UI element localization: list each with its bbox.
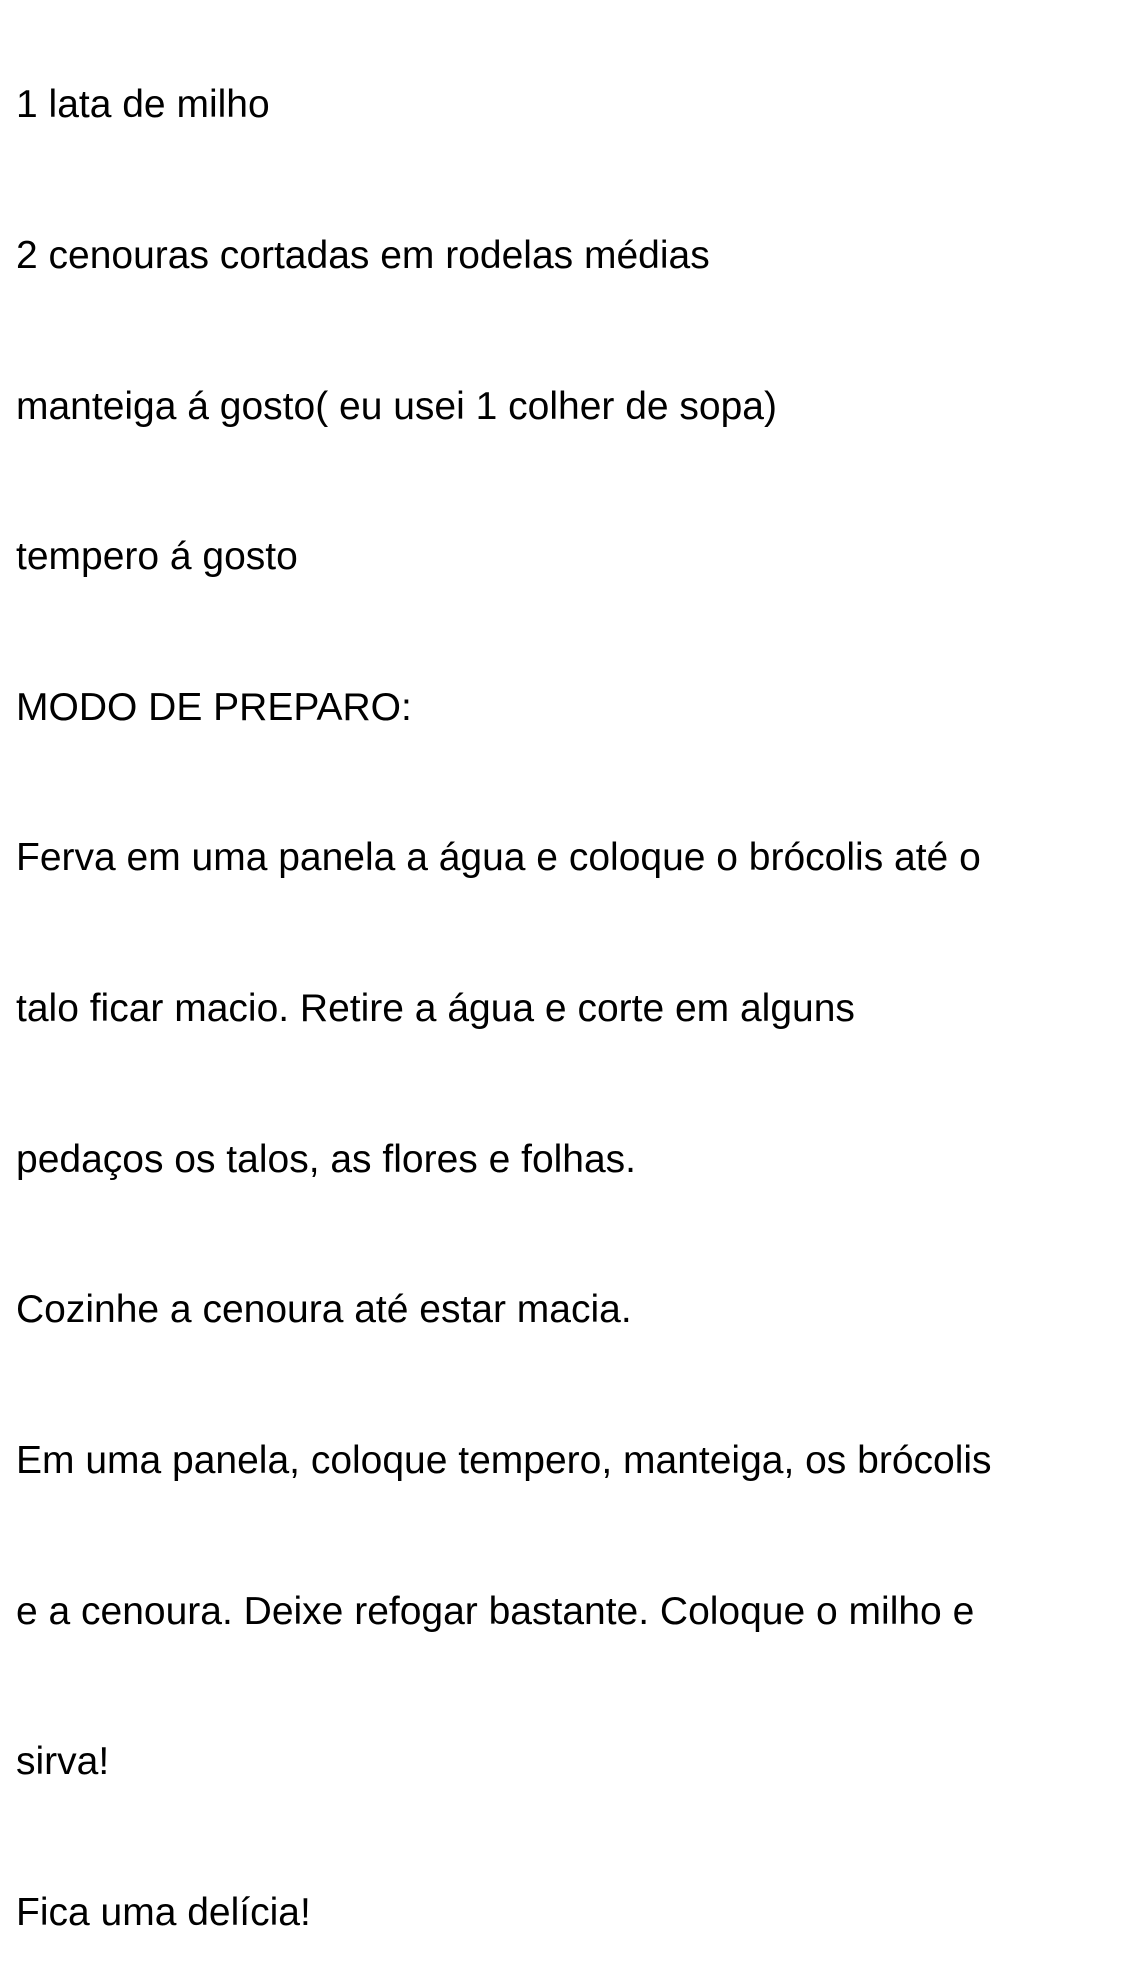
note-body[interactable] xyxy=(16,0,1111,1988)
section-heading: MODO DE PREPARO: xyxy=(16,685,412,729)
ingredient-line: manteiga á gosto( eu usei 1 colher de sopa) xyxy=(16,384,777,428)
instruction-line: talo ficar macio. Retire a água e corte em alguns xyxy=(16,987,855,1031)
closing-line: Fica uma delícia! xyxy=(16,1890,311,1934)
ingredient-line: 2 cenouras cortadas em rodelas médias xyxy=(16,234,710,278)
ingredient-line: 1 lata de milho xyxy=(16,83,270,127)
instruction-line: Em uma panela, coloque tempero, manteiga, os brócolis xyxy=(16,1438,992,1482)
ingredient-line: tempero á gosto xyxy=(16,535,298,579)
instruction-line: sirva! xyxy=(16,1740,110,1784)
instruction-line: Cozinhe a cenoura até estar macia. xyxy=(16,1288,632,1332)
instruction-line: e a cenoura. Deixe refogar bastante. Coloque o milho e xyxy=(16,1589,975,1633)
instruction-line: pedaços os talos, as flores e folhas. xyxy=(16,1137,637,1181)
instruction-line: Ferva em uma panela a água e coloque o brócolis até o xyxy=(16,836,981,880)
